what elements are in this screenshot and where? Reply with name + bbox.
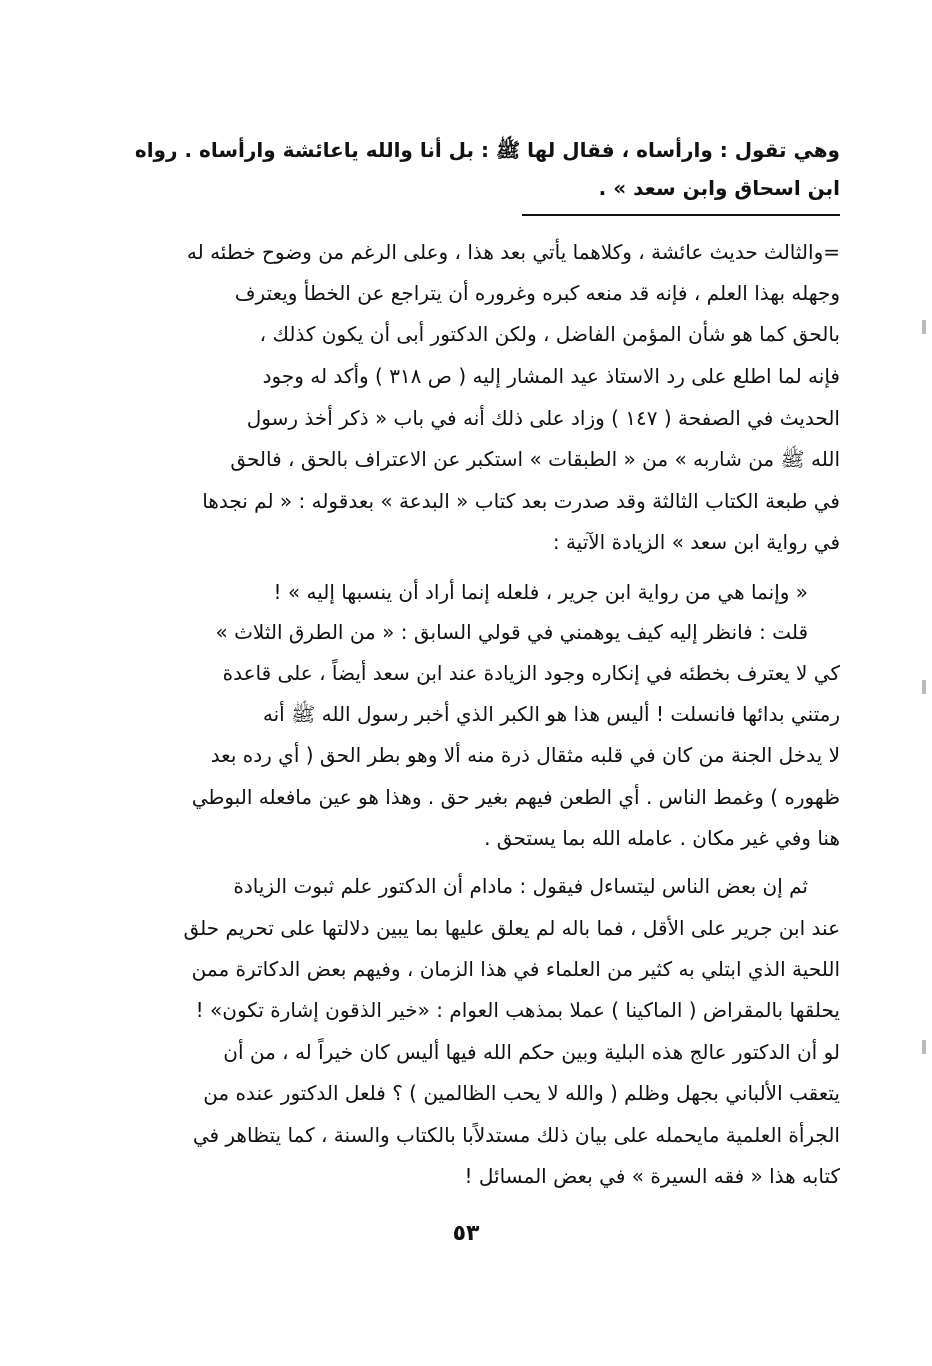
text-line: ظهوره ) وغمط الناس . أي الطعن فيهم بغير حق . وهذا هو عين مافعله البوطي xyxy=(191,785,840,809)
text-line: ثم إن بعض الناس ليتساءل فيقول : مادام أن الدكتور علم ثبوت الزيادة xyxy=(233,874,808,898)
text-line: لا يدخل الجنة من كان في قلبه مثقال ذرة منه ألا وهو بطر الحق ( أي رده بعد xyxy=(210,743,840,767)
top-paragraph xyxy=(130,130,840,210)
text-line: كي لا يعترف بخطئه في إنكاره وجود الزيادة عند ابن سعد أيضاً ، على قاعدة xyxy=(222,661,840,685)
text-line: وهي تقول : وارأساه ، فقال لها ﷺ : بل أنا والله ياعائشة وارأساه . رواه xyxy=(134,138,840,162)
text-line: في رواية ابن سعد » الزيادة الآتية : xyxy=(552,530,840,554)
text-line: قلت : فانظر إليه كيف يوهمني في قولي السابق : « من الطرق الثلاث » xyxy=(215,620,808,644)
text-line: كتابه هذا « فقه السيرة » في بعض المسائل ! xyxy=(464,1164,840,1188)
text-line: الله ﷺ من شاربه » من « الطبقات » استكبر عن الاعتراف بالحق ، فالحق xyxy=(230,447,840,471)
text-line: ابن اسحاق وابن سعد » . xyxy=(598,176,840,200)
text-line: =والثالث حديث عائشة ، وكلاهما يأتي بعد هذا ، وعلى الرغم من وضوح خطئه له xyxy=(186,240,840,264)
scan-edge-mark xyxy=(922,320,926,334)
text-line: لو أن الدكتور عالج هذه البلية وبين حكم الله فيها أليس كان خيراً له ، من أن xyxy=(223,1040,840,1064)
scan-edge-mark xyxy=(922,1040,926,1054)
text-line: هنا وفي غير مكان . عامله الله بما يستحق . xyxy=(484,826,840,850)
text-line: الجرأة العلمية مايحمله على بيان ذلك مستدلاًبا بالكتاب والسنة ، كما يتظاهر في xyxy=(192,1123,840,1147)
text-line: في طبعة الكتاب الثالثة وقد صدرت بعد كتاب « البدعة » بعدقوله : « لم نجدها xyxy=(202,489,840,513)
text-line: يتعقب الألباني بجهل وظلم ( والله لا يحب الظالمين ) ؟ فلعل الدكتور عنده من xyxy=(203,1081,840,1105)
footnote-text xyxy=(130,232,840,1192)
text-line: وجهله بهذا العلم ، فإنه قد منعه كبره وغروره أن يتراجع عن الخطأ ويعترف xyxy=(234,281,840,305)
text-line: رمتني بدائها فانسلت ! أليس هذا هو الكبر الذي أخبر رسول الله ﷺ أنه xyxy=(262,702,840,726)
text-line: عند ابن جرير على الأقل ، فما باله لم يعلق عليها بما يبين دلالتها على تحريم حلق xyxy=(183,916,840,940)
quoted-line: « وإنما هي من رواية ابن جرير ، فلعله إنما أراد أن ينسبها إليه » ! xyxy=(273,580,808,604)
footnote-divider xyxy=(522,214,840,216)
text-line: يحلقها بالمقراض ( الماكينا ) عملا بمذهب العوام : «خير الذقون إشارة تكون» ! xyxy=(195,998,840,1022)
text-line: الحديث في الصفحة ( ١٤٧ ) وزاد على ذلك أنه في باب « ذكر أخذ رسول xyxy=(246,406,840,430)
text-line: اللحية الذي ابتلي به كثير من العلماء في هذا الزمان ، وفيهم بعض الدكاترة ممن xyxy=(191,957,840,981)
page-number: ٥٣ xyxy=(452,1221,480,1246)
text-line: فإنه لما اطلع على رد الاستاذ عيد المشار إليه ( ص ٣١٨ ) وأكد له وجود xyxy=(262,364,840,388)
scan-edge-mark xyxy=(922,680,926,694)
text-line: بالحق كما هو شأن المؤمن الفاضل ، ولكن الدكتور أبى أن يكون كذلك ، xyxy=(259,322,840,346)
